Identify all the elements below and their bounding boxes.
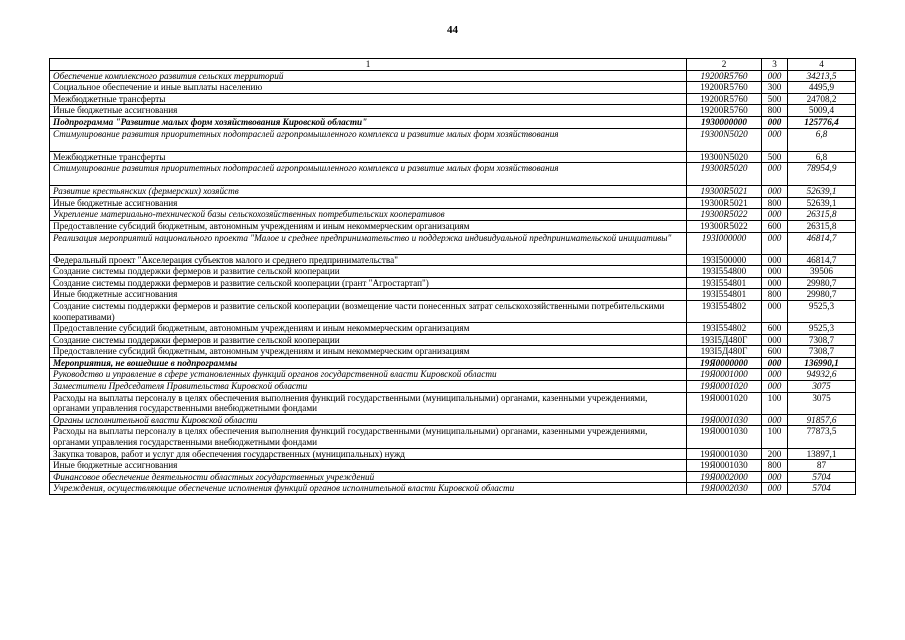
row-name-cell: Иные бюджетные ассигнования: [50, 197, 687, 209]
row-name-cell: Предоставление субсидий бюджетным, автономным учреждениям и иным некоммерческим организациям: [50, 323, 687, 335]
table-row: [50, 460, 856, 472]
row-type-cell: 800: [762, 105, 788, 117]
row-code-cell: 193I000000: [687, 232, 762, 254]
table-row: [50, 414, 856, 426]
row-sum-cell: 6,8: [788, 151, 856, 163]
budget-table: [49, 58, 856, 495]
row-sum-cell: 29980,7: [788, 277, 856, 289]
table-row: [50, 357, 856, 369]
row-sum-cell: 5704: [788, 483, 856, 495]
table-row: [50, 220, 856, 232]
row-name-cell: Иные бюджетные ассигнования: [50, 105, 687, 117]
row-sum-cell: 46814,7: [788, 232, 856, 254]
row-type-cell: 000: [762, 116, 788, 128]
row-code-cell: 19Я0001000: [687, 369, 762, 381]
row-name-cell: Руководство и управление в сфере установленных функций органов государственной власти Кировской области: [50, 369, 687, 381]
row-name-cell: Предоставление субсидий бюджетным, автономным учреждениям и иным некоммерческим организациям: [50, 346, 687, 358]
row-type-cell: 000: [762, 266, 788, 278]
table-row: [50, 254, 856, 266]
row-name-cell: Иные бюджетные ассигнования: [50, 289, 687, 301]
row-type-cell: 000: [762, 300, 788, 322]
row-sum-cell: 78954,9: [788, 163, 856, 186]
table-row: [50, 209, 856, 221]
row-code-cell: 19300R5022: [687, 209, 762, 221]
row-name-cell: Подпрограмма "Развитие малых форм хозяйствования Кировской области": [50, 116, 687, 128]
row-name-cell: Обеспечение комплексного развития сельских территорий: [50, 70, 687, 82]
table-body: [50, 70, 856, 494]
row-sum-cell: 24708,2: [788, 93, 856, 105]
row-code-cell: 193I5Д480Г: [687, 334, 762, 346]
table-row: [50, 426, 856, 448]
row-code-cell: 19Я0001020: [687, 381, 762, 393]
row-name-cell: Создание системы поддержки фермеров и развитие сельской кооперации: [50, 266, 687, 278]
page-number: 44: [447, 24, 458, 36]
row-name-cell: Создание системы поддержки фермеров и развитие сельской кооперации (грант "Агростартап"): [50, 277, 687, 289]
table-row: [50, 277, 856, 289]
row-name-cell: Стимулирование развития приоритетных подотраслей агропромышленного комплекса и развитие малых форм хозяйствования: [50, 163, 687, 186]
row-code-cell: 19200R5760: [687, 82, 762, 94]
row-type-cell: 000: [762, 277, 788, 289]
table-row: [50, 197, 856, 209]
row-code-cell: 19300R5020: [687, 163, 762, 186]
row-name-cell: Закупка товаров, работ и услуг для обеспечения государственных (муниципальных) нужд: [50, 448, 687, 460]
row-name-cell: Межбюджетные трансферты: [50, 151, 687, 163]
table-row: [50, 471, 856, 483]
row-sum-cell: 3075: [788, 381, 856, 393]
row-code-cell: 193I5Д480Г: [687, 346, 762, 358]
row-name-cell: Реализация мероприятий национального проекта "Малое и среднее предпринимательство и поддержка индивидуальной предпринимательской инициативы": [50, 232, 687, 254]
row-name-cell: Расходы на выплаты персоналу в целях обеспечения выполнения функций государственными (муниципальными) органами, казенными учреждениями, органами управления государственными внебюджетными фондами: [50, 426, 687, 448]
row-sum-cell: 52639,1: [788, 186, 856, 198]
row-type-cell: 500: [762, 151, 788, 163]
row-code-cell: 19Я0002030: [687, 483, 762, 495]
row-code-cell: 19Я0000000: [687, 357, 762, 369]
table-row: [50, 392, 856, 414]
row-name-cell: Мероприятия, не вошедшие в подпрограммы: [50, 357, 687, 369]
row-sum-cell: 7308,7: [788, 346, 856, 358]
row-type-cell: 200: [762, 448, 788, 460]
row-type-cell: 000: [762, 163, 788, 186]
row-sum-cell: 7308,7: [788, 334, 856, 346]
row-sum-cell: 3075: [788, 392, 856, 414]
table-row: [50, 448, 856, 460]
row-name-cell: Финансовое обеспечение деятельности областных государственных учреждений: [50, 471, 687, 483]
row-type-cell: 000: [762, 381, 788, 393]
row-sum-cell: 5704: [788, 471, 856, 483]
row-name-cell: Расходы на выплаты персоналу в целях обеспечения выполнения функций государственными (муниципальными) органами, казенными учреждениями, органами управления государственными внебюджетными фондами: [50, 392, 687, 414]
row-sum-cell: 13897,1: [788, 448, 856, 460]
table-header-row: [50, 59, 856, 71]
row-sum-cell: 125776,4: [788, 116, 856, 128]
row-code-cell: 193I554801: [687, 277, 762, 289]
row-sum-cell: 9525,3: [788, 323, 856, 335]
row-sum-cell: 6,8: [788, 128, 856, 151]
row-type-cell: 300: [762, 82, 788, 94]
row-type-cell: 000: [762, 414, 788, 426]
row-type-cell: 000: [762, 128, 788, 151]
row-name-cell: Развитие крестьянских (фермерских) хозяйств: [50, 186, 687, 198]
row-code-cell: 19300R5022: [687, 220, 762, 232]
row-type-cell: 000: [762, 254, 788, 266]
row-name-cell: Создание системы поддержки фермеров и развитие сельской кооперации: [50, 334, 687, 346]
table-row: [50, 163, 856, 186]
row-name-cell: Учреждения, осуществляющие обеспечение исполнения функций органов исполнительной власти Кировской области: [50, 483, 687, 495]
row-type-cell: 000: [762, 186, 788, 198]
row-type-cell: 000: [762, 334, 788, 346]
column-header-4: 4: [788, 59, 856, 71]
row-name-cell: Федеральный проект "Акселерация субъектов малого и среднего предпринимательства": [50, 254, 687, 266]
row-type-cell: 000: [762, 209, 788, 221]
row-sum-cell: 77873,5: [788, 426, 856, 448]
row-code-cell: 19Я0001030: [687, 448, 762, 460]
row-code-cell: 1930000000: [687, 116, 762, 128]
table-row: [50, 93, 856, 105]
table-row: [50, 128, 856, 151]
row-code-cell: 193I500000: [687, 254, 762, 266]
row-name-cell: Социальное обеспечение и иные выплаты населению: [50, 82, 687, 94]
row-sum-cell: 94932,6: [788, 369, 856, 381]
row-code-cell: 19Я0001030: [687, 426, 762, 448]
row-type-cell: 800: [762, 289, 788, 301]
row-sum-cell: 26315,8: [788, 220, 856, 232]
row-sum-cell: 46814,7: [788, 254, 856, 266]
row-code-cell: 19200R5760: [687, 105, 762, 117]
row-code-cell: 19Я0001030: [687, 460, 762, 472]
row-type-cell: 000: [762, 483, 788, 495]
row-sum-cell: 136990,1: [788, 357, 856, 369]
table-row: [50, 289, 856, 301]
row-type-cell: 000: [762, 357, 788, 369]
row-code-cell: 193I554802: [687, 300, 762, 322]
row-name-cell: Укрепление материально-технической базы сельскохозяйственных потребительских кооперативов: [50, 209, 687, 221]
row-sum-cell: 26315,8: [788, 209, 856, 221]
row-sum-cell: 34213,5: [788, 70, 856, 82]
row-code-cell: 19300R5021: [687, 197, 762, 209]
row-code-cell: 19Я0001030: [687, 414, 762, 426]
row-type-cell: 800: [762, 460, 788, 472]
row-sum-cell: 52639,1: [788, 197, 856, 209]
row-code-cell: 193I554801: [687, 289, 762, 301]
row-type-cell: 000: [762, 70, 788, 82]
row-type-cell: 100: [762, 426, 788, 448]
column-header-3: 3: [762, 59, 788, 71]
row-sum-cell: 5009,4: [788, 105, 856, 117]
row-sum-cell: 39506: [788, 266, 856, 278]
row-type-cell: 600: [762, 346, 788, 358]
row-type-cell: 000: [762, 369, 788, 381]
table-row: [50, 323, 856, 335]
column-header-1: 1: [50, 59, 687, 71]
row-name-cell: Предоставление субсидий бюджетным, автономным учреждениям и иным некоммерческим организациям: [50, 220, 687, 232]
table-row: [50, 266, 856, 278]
table-row: [50, 346, 856, 358]
table-row: [50, 105, 856, 117]
row-type-cell: 100: [762, 392, 788, 414]
row-name-cell: Иные бюджетные ассигнования: [50, 460, 687, 472]
table-row: [50, 186, 856, 198]
table-row: [50, 116, 856, 128]
table-row: [50, 369, 856, 381]
row-type-cell: 800: [762, 197, 788, 209]
table-row: [50, 381, 856, 393]
table-row: [50, 232, 856, 254]
row-sum-cell: 87: [788, 460, 856, 472]
table-row: [50, 300, 856, 322]
table-row: [50, 334, 856, 346]
row-code-cell: 19Я0002000: [687, 471, 762, 483]
table-row: [50, 151, 856, 163]
table-row: [50, 483, 856, 495]
row-type-cell: 500: [762, 93, 788, 105]
row-code-cell: 19300N5020: [687, 151, 762, 163]
row-code-cell: 19200R5760: [687, 93, 762, 105]
column-header-2: 2: [687, 59, 762, 71]
row-code-cell: 19200R5760: [687, 70, 762, 82]
row-sum-cell: 9525,3: [788, 300, 856, 322]
row-sum-cell: 4495,9: [788, 82, 856, 94]
row-type-cell: 000: [762, 471, 788, 483]
row-name-cell: Межбюджетные трансферты: [50, 93, 687, 105]
row-name-cell: Заместители Председателя Правительства Кировской области: [50, 381, 687, 393]
row-sum-cell: 29980,7: [788, 289, 856, 301]
row-code-cell: 19300R5021: [687, 186, 762, 198]
row-code-cell: 193I554800: [687, 266, 762, 278]
row-code-cell: 19300N5020: [687, 128, 762, 151]
row-type-cell: 600: [762, 323, 788, 335]
row-sum-cell: 91857,6: [788, 414, 856, 426]
table-row: [50, 82, 856, 94]
row-name-cell: Создание системы поддержки фермеров и развитие сельской кооперации (возмещение части понесенных затрат сельскохозяйственными потребительскими кооперативами): [50, 300, 687, 322]
row-name-cell: Стимулирование развития приоритетных подотраслей агропромышленного комплекса и развитие малых форм хозяйствования: [50, 128, 687, 151]
row-name-cell: Органы исполнительной власти Кировской области: [50, 414, 687, 426]
row-code-cell: 193I554802: [687, 323, 762, 335]
row-type-cell: 000: [762, 232, 788, 254]
table-row: [50, 70, 856, 82]
row-type-cell: 600: [762, 220, 788, 232]
row-code-cell: 19Я0001020: [687, 392, 762, 414]
